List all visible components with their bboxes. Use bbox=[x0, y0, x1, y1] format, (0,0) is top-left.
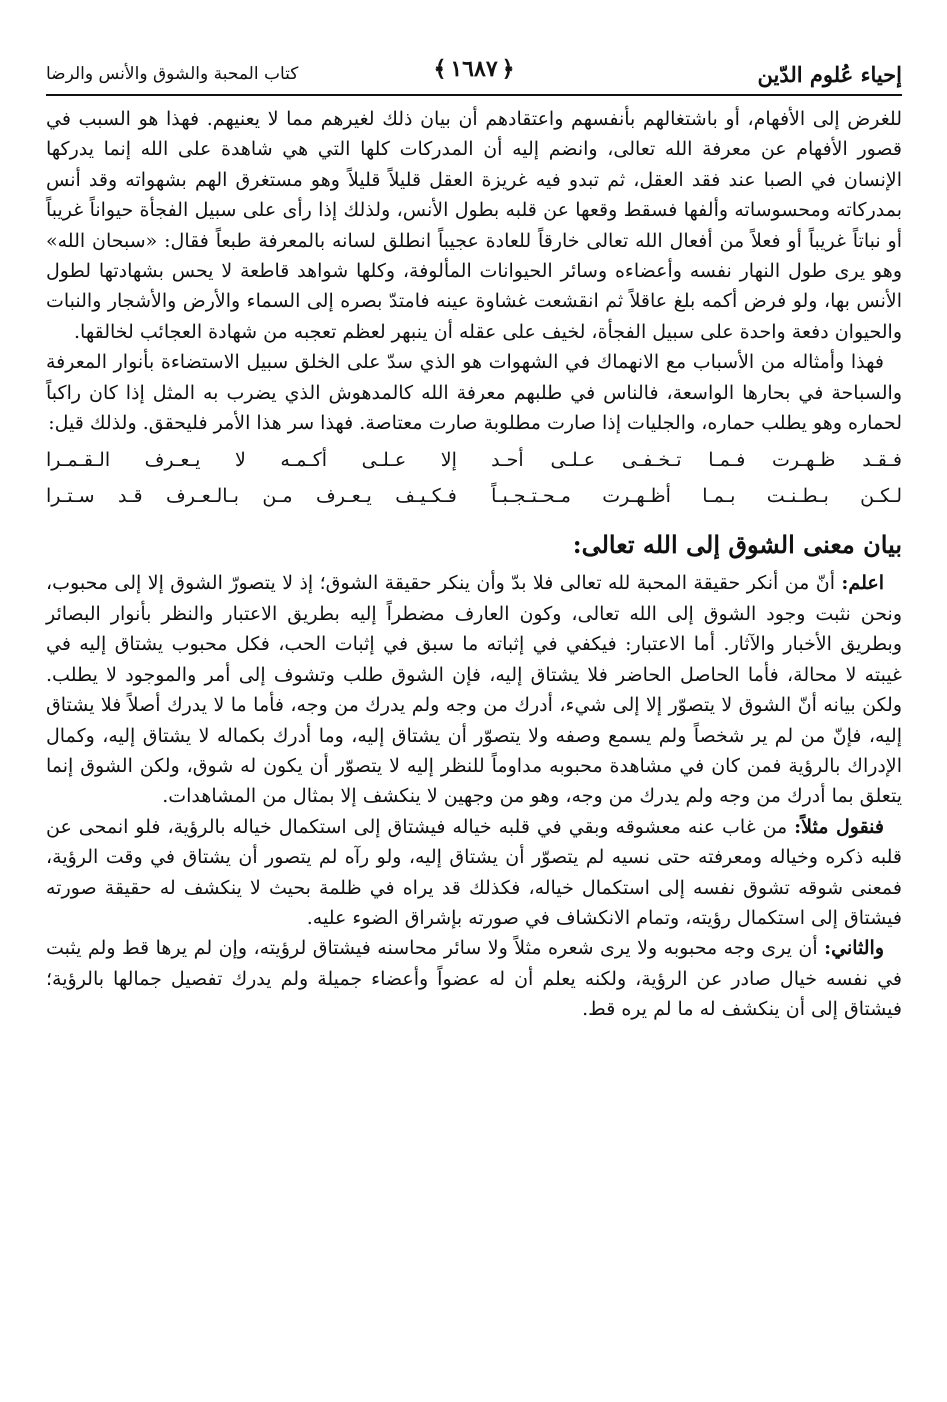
paragraph bbox=[46, 568, 902, 811]
verse-second-hemistich: إلا عـلـى أكـمـه لا يـعـرف الـقـمـرا bbox=[46, 449, 457, 472]
paragraph-text: أنّ من أنكر حقيقة المحبة لله تعالى فلا بدّ وأن ينكر حقيقة الشوق؛ إذ لا يتصورّ الشوق إلا إلى محبوب، ونحن نثبت وجود الشوق إلى الله تعالى، وكون العارف مضطراً إليه بطريق الاعتبار والنظر بأنوار البصائر وبطريق الأخبار والآثار. أما الاعتبار: فيكفي في إثباته ما سبق في إثبات الحب، فكل محبوب يشتاق إليه في غيبته لا محالة، فأما الحاصل الحاضر فلا يشتاق إليه، فإن الشوق طلب وتشوف إلى أمر والموجود لا يطلب. ولكن بيانه أنّ الشوق لا يتصوّر إلا إلى شيء، أدرك من وجه ولم يدرك من وجه، فأما ما لا يدرك أصلاً فلا يشتاق إليه، فإنّ من لم ير شخصاً ولم يسمع وصفه ولا يتصوّر أن يشتاق إليه، وما أدرك بكماله لا يشتاق إليه، وكمال الإدراك بالرؤية فمن كان في مشاهدة محبوبه مداوماً للنظر إليه لا يتصوّر أن يكون له شوق، ولكن الشوق إنما يتعلق بما أدرك من وجه ولم يدرك من وجه، وهو من وجهين لا ينكشف إلا بمثال من المشاهدات. bbox=[46, 572, 902, 808]
ornament-right-icon: ﴿ bbox=[501, 56, 515, 82]
paragraph: فهذا وأمثاله من الأسباب مع الانهماك في الشهوات هو الذي سدّ على الخلق سبيل الاستضاءة بأنوار المعرفة والسباحة في بحارها الواسعة، فالناس في طلبهم معرفة الله كالمدهوش الذي يضرب به المثل إذا كان راكباً لحماره وهو يطلب حماره، والجليات إذا صارت مطلوبة صارت معتاصة. فهذا سر هذا الأمر فليحقق. ولذلك قيل: bbox=[46, 351, 902, 435]
verse-second-hemistich: فـكـيـف يـعـرف مـن بـالـعـرف قـد سـتـرا bbox=[46, 485, 457, 508]
paragraph bbox=[46, 812, 902, 934]
paragraph-lead: اعلم: bbox=[841, 572, 884, 595]
chapter-title: كتاب المحبة والشوق والأنس والرضا bbox=[46, 64, 299, 84]
poem-verse bbox=[46, 478, 902, 514]
verse-first-hemistich: فـقـد ظـهـرت فـمـا تـخـفـى عـلـى أحـد bbox=[491, 449, 902, 472]
book-page bbox=[46, 50, 902, 1025]
paragraph bbox=[46, 933, 902, 1024]
paragraph: للغرض إلى الأفهام، أو باشتغالهم بأنفسهم واعتقادهم أن بيان ذلك لغيرهم مما لا يعنيهم. فهذا هو السبب في قصور الأفهام عن معرفة الله تعالى، وانضم إليه أن المدركات كلها التي هي شاهدة على الله إنما يدركها الإنسان في الصبا عند فقد العقل، ثم تبدو فيه غريزة العقل قليلاً قليلاً وهو مستغرق الهم بشهواته وقد أنس بمدركاته ومحسوساته وألفها فسقط وقعها عن قلبه بطول الأنس، ولذلك إذا رأى على سبيل الفجأة حيواناً غريباً أو نباتاً غريباً أو فعلاً من أفعال الله تعالى خارقاً للعادة عجيباً انطلق لسانه بالمعرفة طبعاً فقال: «سبحان الله» وهو يرى طول النهار نفسه وأعضاءه وسائر الحيوانات المألوفة، وكلها شواهد قاطعة لا يحس بشهادتها لطول الأنس بها، ولو فرض أكمه بلغ عاقلاً ثم انقشعت غشاوة عينه فامتدّ بصره إلى السماء والأرض والأشجار والنبات والحيوان دفعة واحدة على سبيل الفجأة، لخيف على عقله أن ينبهر لعظم تعجبه من شهادة العجائب لخالقها. bbox=[46, 108, 902, 343]
page-body bbox=[46, 104, 902, 1025]
page-number: ١٦٨٧ bbox=[450, 56, 498, 82]
page-header bbox=[46, 50, 902, 96]
paragraph-text: أن يرى وجه محبوبه ولا يرى شعره مثلاً ولا سائر محاسنه فيشتاق لرؤيته، وإن لم يرها قط ولم يثبت في نفسه خيال صادر عن الرؤية، ولكنه يعلم أن له عضواً وأعضاء جميلة ولم يدرك تفصيل جمالها بالرؤية؛ فيشتاق إلى أن ينكشف له ما لم يره قط. bbox=[46, 937, 902, 1021]
paragraph-text: من غاب عنه معشوقه وبقي في قلبه خياله فيشتاق إلى استكمال خياله بالرؤية، فلو انمحى عن قلبه ذكره وخياله ومعرفته حتى نسيه لم يتصوّر أن يشتاق إليه، ولو رآه لم يتصور أن يشتاق في وقت الرؤية، فمعنى شوقه تشوق نفسه إلى استكمال خياله، فكذلك قد يراه في ظلمة بحيث لا ينكشف له حقيقة صورته فيشتاق إلى استكمال رؤيته، وتمام الانكشاف في صورته بإشراق الضوء عليه. bbox=[46, 815, 902, 929]
poem-verse bbox=[46, 442, 902, 478]
paragraph-lead: والثاني: bbox=[824, 937, 884, 960]
section-heading: بيان معنى الشوق إلى الله تعالى: bbox=[572, 530, 902, 560]
paragraph-lead: فنقول مثلاً: bbox=[794, 815, 884, 838]
page-number-block bbox=[429, 56, 518, 82]
verse-first-hemistich: لـكـن بـطـنـت بـمـا أظـهـرت مـحـتـجـبـاً bbox=[491, 485, 902, 508]
poem bbox=[46, 442, 902, 514]
book-title: إحياء عُلوم الدّين bbox=[757, 62, 902, 87]
ornament-left-icon: ﴾ bbox=[433, 56, 447, 82]
